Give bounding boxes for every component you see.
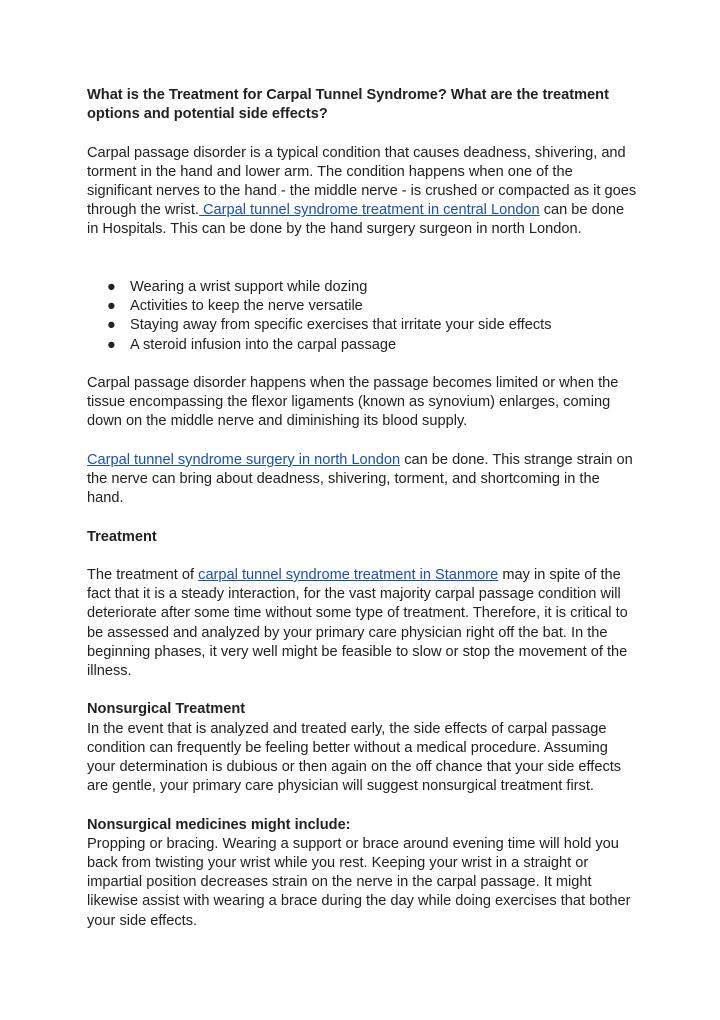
spacer [87,508,637,527]
spacer [87,124,637,143]
north-london-surgery-link[interactable]: Carpal tunnel syndrome surgery in north London [87,451,401,468]
treatment-heading: Treatment [87,528,157,545]
list-item [87,336,637,355]
bullet-icon: ● [107,298,116,315]
list-item-text: Staying away from specific exercises that irritate your side effects [130,317,552,334]
surgery-paragraph [87,451,637,509]
document-page [87,86,637,931]
medicines-heading: Nonsurgical medicines might include: [87,816,351,833]
list-item [87,278,637,297]
spacer [87,355,637,374]
list-item [87,316,637,335]
list-item-text: A steroid infusion into the carpal passage [130,336,397,353]
spacer [87,547,637,566]
spacer [87,432,637,451]
list-item-text: Activities to keep the nerve versatile [130,298,363,315]
bullet-icon: ● [107,279,116,295]
stanmore-treatment-link[interactable]: carpal tunnel syndrome treatment in Stanmore [198,566,499,583]
spacer [87,796,637,815]
central-london-treatment-link[interactable]: Carpal tunnel syndrome treatment in central London [198,202,540,219]
treatment-text-1: The treatment of [87,566,199,583]
treatment-text-2: may in spite of the fact that it is a steady interaction, for the vast majority carpal passage condition will deteriorate after some time without some type of treatment. Therefore, it is critical to be assessed and analyzed by your primary care physician right off the bat. In the beginning phases, it very well might be feasible to slow or stop the movement of the illness. [87,566,628,679]
medicines-paragraph: Propping or bracing. Wearing a support or brace around evening time will hold you back from twisting your wrist while you rest. Keeping your wrist in a straight or impartial position decreases strain on the nerve in the carpal passage. It might likewise assist with wearing a brace during the day while doing exercises that bother your side effects. [87,835,631,929]
intro-text-2: can be done in Hospitals. This can be done by the hand surgery surgeon in north London. [87,202,625,238]
treatment-paragraph [87,566,637,681]
intro-paragraph [87,144,637,240]
intro-text-1: Carpal passage disorder is a typical condition that causes deadness, shivering, and torment in the hand and lower arm. The condition happens when one of the significant nerves to the hand - the middle nerve - is crushed or compacted as it goes through the wrist. [87,144,637,219]
list-item-text: Wearing a wrist support while dozing [130,279,368,295]
nonsurgical-paragraph: In the event that is analyzed and treated early, the side effects of carpal passage condition can frequently be feeling better without a medical procedure. Assuming your determination is dubious or then again on the off chance that your side effects are gentle, your primary care physician will suggest nonsurgical treatment first. [87,720,622,795]
document-title: What is the Treatment for Carpal Tunnel Syndrome? What are the treatment options and potential side effects? [87,87,609,123]
nonsurgical-heading: Nonsurgical Treatment [87,701,246,718]
bullet-icon: ● [107,336,116,353]
list-item [87,297,637,316]
treatment-options-list [87,278,637,355]
surgery-text: can be done. This strange strain on the nerve can bring about deadness, shivering, torment, and shortcoming in the hand. [87,451,633,507]
spacer [87,681,637,700]
cause-paragraph: Carpal passage disorder happens when the passage becomes limited or when the tissue encompassing the flexor ligaments (known as synovium) enlarges, coming down on the middle nerve and diminishing its blood supply. [87,375,619,430]
bullet-icon: ● [107,317,116,334]
spacer [87,240,637,278]
